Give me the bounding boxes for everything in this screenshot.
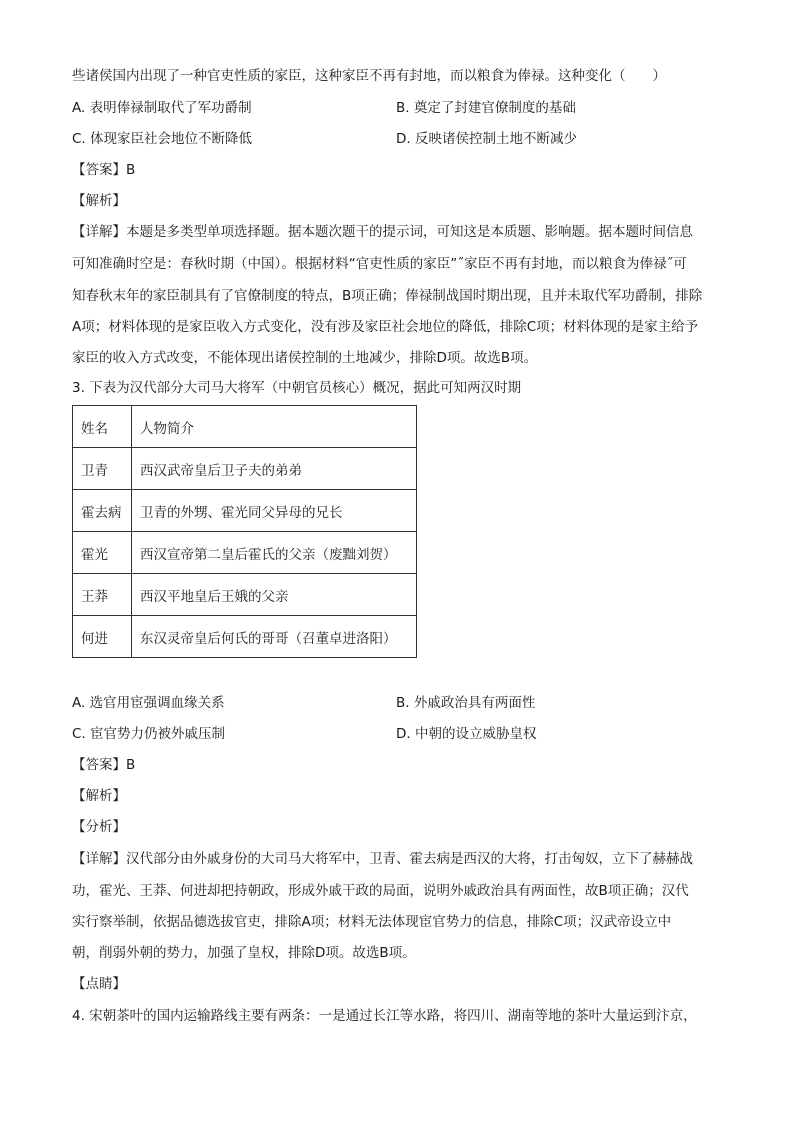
- q3-detail-line: 实行察举制，依据品德选拔官吏，排除A项；材料无法体现宦官势力的信息，排除C项；汉武帝设立中: [72, 914, 672, 930]
- table-cell-name: 何进: [73, 616, 132, 658]
- table-cell-profile: 东汉灵帝皇后何氏的哥哥（召董卓进洛阳）: [132, 616, 417, 658]
- table-header-row: [73, 406, 417, 448]
- table-header-profile: 人物简介: [132, 406, 417, 448]
- q3-detail-line: 功，霍光、王莽、何进却把持朝政，形成外戚干政的局面，说明外戚政治具有两面性，故B项正确；汉代: [72, 883, 689, 899]
- q3-option-d: D. 中朝的设立威胁皇权: [396, 726, 537, 742]
- table-cell-profile: 西汉武帝皇后卫子夫的弟弟: [132, 448, 417, 490]
- q3-dianjing-label: 【点睛】: [72, 976, 126, 992]
- table-cell-name: 霍去病: [73, 490, 132, 532]
- table-row: [73, 532, 417, 574]
- q2-option-a: A. 表明俸禄制取代了军功爵制: [72, 100, 252, 116]
- q3-fenxi-label: 【分析】: [72, 819, 126, 835]
- q2-detail-line: A项；材料体现的是家臣收入方式变化，没有涉及家臣社会地位的降低，排除C项；材料体现的是家主给予: [72, 319, 699, 335]
- q3-detail-line: 朝，削弱外朝的势力，加强了皇权，排除D项。故选B项。: [72, 945, 416, 961]
- q2-stem-tail: 些诸侯国内出现了一种官吏性质的家臣，这种家臣不再有封地，而以粮食为俸禄。这种变化（ ）: [72, 68, 666, 84]
- q2-detail-line: 【详解】本题是多类型单项选择题。据本题次题干的提示词，可知这是本质题、影响题。据本题时间信息: [72, 224, 693, 240]
- table-header-name: 姓名: [73, 406, 132, 448]
- q2-option-b: B. 奠定了封建官僚制度的基础: [396, 100, 576, 116]
- table-row: [73, 574, 417, 616]
- q3-detail-line: 【详解】汉代部分由外戚身份的大司马大将军中，卫青、霍去病是西汉的大将，打击匈奴，立下了赫赫战: [72, 851, 693, 867]
- q4-stem: 4. 宋朝茶叶的国内运输路线主要有两条：一是通过长江等水路，将四川、湖南等地的茶叶大量运到汴京，: [72, 1008, 697, 1024]
- table-cell-profile: 西汉宣帝第二皇后霍氏的父亲（废黜刘贺）: [132, 532, 417, 574]
- table-cell-name: 霍光: [73, 532, 132, 574]
- q3-analysis-label: 【解析】: [72, 788, 126, 804]
- q3-option-b: B. 外戚政治具有两面性: [396, 695, 536, 711]
- q2-analysis-label: 【解析】: [72, 193, 126, 209]
- table-row: [73, 448, 417, 490]
- table-row: [73, 490, 417, 532]
- q2-detail-line: 家臣的收入方式改变，不能体现出诸侯控制的土地减少，排除D项。故选B项。: [72, 350, 538, 366]
- q2-detail-line: 知春秋末年的家臣制具有了官僚制度的特点，B项正确；俸禄制战国时期出现，且并未取代军功爵制，排除: [72, 288, 703, 304]
- q3-stem: 3. 下表为汉代部分大司马大将军（中朝官员核心）概况，据此可知两汉时期: [72, 380, 522, 396]
- q3-option-a: A. 选官用宦强调血缘关系: [72, 695, 225, 711]
- q3-option-c: C. 宦官势力仍被外戚压制: [72, 726, 226, 742]
- q2-answer: 【答案】B: [72, 162, 136, 178]
- q2-option-c: C. 体现家臣社会地位不断降低: [72, 131, 253, 147]
- q3-answer: 【答案】B: [72, 757, 136, 773]
- q2-option-d: D. 反映诸侯控制土地不断减少: [396, 131, 577, 147]
- table-cell-name: 王莽: [73, 574, 132, 616]
- q3-table: [72, 405, 417, 658]
- q2-detail-line: 可知准确时空是：春秋时期（中国）。根据材料“官吏性质的家臣”˝家臣不再有封地，而以粮食为俸禄˝可: [72, 256, 687, 272]
- table-row: [73, 616, 417, 658]
- table-cell-profile: 西汉平地皇后王娥的父亲: [132, 574, 417, 616]
- table-cell-name: 卫青: [73, 448, 132, 490]
- table-cell-profile: 卫青的外甥、霍光同父异母的兄长: [132, 490, 417, 532]
